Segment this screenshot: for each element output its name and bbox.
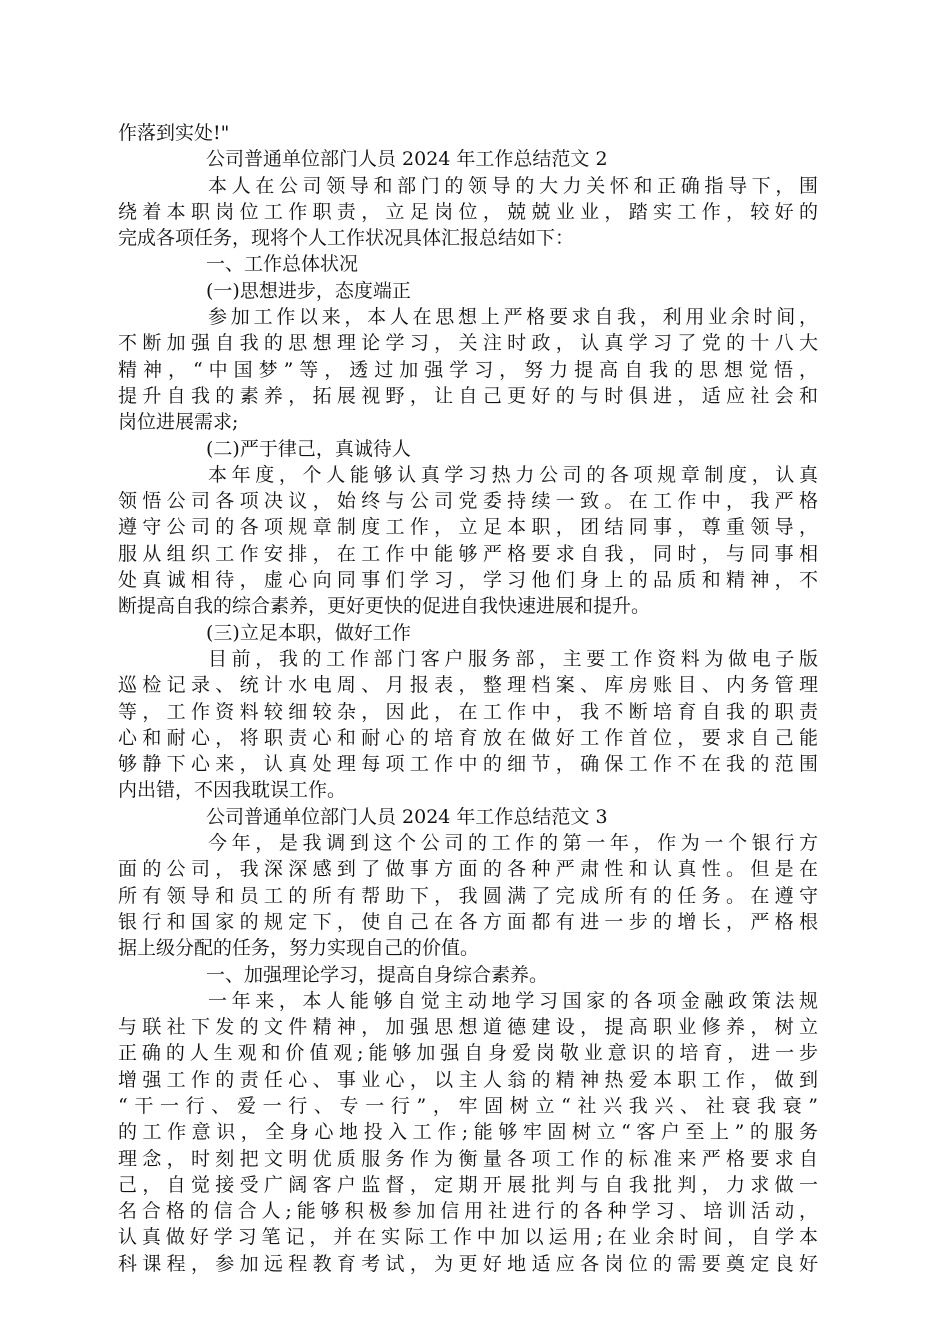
text-line: 所有领导和员工的所有帮助下，我圆满了完成所有的任务。在遵守 bbox=[118, 884, 818, 907]
text-line: 认真做好学习笔记，并在实际工作中加以运用;在业余时间，自学本 bbox=[118, 1226, 818, 1249]
text-line: 精神，“中国梦”等，透过加强学习，努力提高自我的思想觉悟， bbox=[118, 358, 818, 381]
subheading: (一)思想进步，态度端正 bbox=[206, 279, 411, 302]
text-line: 提升自我的素养，拓展视野，让自己更好的与时俱进，适应社会和 bbox=[118, 384, 818, 407]
text-line: 己，自觉接受广阔客户监督，定期开展批判与自我批判，力求做一 bbox=[118, 1173, 818, 1196]
text-line: 正确的人生观和价值观;能够加强自身爱岗敬业意识的培育，进一步 bbox=[118, 1042, 818, 1065]
paragraph-first-line: 一年来，本人能够自觉主动地学习国家的各项金融政策法规 bbox=[208, 989, 818, 1012]
text-line: 遵守公司的各项规章制度工作，立足本职，团结同事，尊重领导， bbox=[118, 516, 818, 539]
paragraph-first-line: 今年，是我调到这个公司的工作的第一年，作为一个银行方 bbox=[208, 832, 818, 855]
paragraph-first-line: 本年度，个人能够认真学习热力公司的各项规章制度，认真 bbox=[208, 463, 818, 486]
text-line: 内出错，不因我耽误工作。 bbox=[118, 779, 347, 802]
text-line: 的工作意识，全身心地投入工作;能够牢固树立“客户至上”的服务 bbox=[118, 1121, 818, 1144]
text-line: 作落到实处!" bbox=[118, 122, 230, 144]
text-line: 等，工作资料较细较杂，因此，在工作中，我不断培育自我的职责 bbox=[118, 700, 818, 723]
text-line: 不断加强自我的思想理论学习，关注时政，认真学习了党的十八大 bbox=[118, 332, 818, 355]
section-title: 公司普通单位部门人员 2024 年工作总结范文 2 bbox=[206, 148, 608, 171]
text-line: 理念，时刻把文明优质服务作为衡量各项工作的标准来严格要求自 bbox=[118, 1147, 818, 1170]
paragraph-first-line: 本人在公司领导和部门的领导的大力关怀和正确指导下，围 bbox=[208, 174, 818, 197]
document-page bbox=[118, 120, 818, 1277]
text-line: 名合格的信合人;能够积极参加信用社进行的各种学习、培训活动， bbox=[118, 1200, 818, 1223]
text-line: 科课程，参加远程教育考试，为更好地适应各岗位的需要奠定良好 bbox=[118, 1252, 818, 1275]
heading: 一、加强理论学习，提高自身综合素养。 bbox=[206, 963, 549, 986]
subheading: (三)立足本职，做好工作 bbox=[206, 621, 411, 644]
text-line: 绕着本职岗位工作职责，立足岗位，兢兢业业，踏实工作，较好的 bbox=[118, 200, 818, 223]
paragraph-first-line: 目前，我的工作部门客户服务部，主要工作资料为做电子版 bbox=[208, 647, 818, 670]
text-line: 银行和国家的规定下，使自己在各方面都有进一步的增长，严格根 bbox=[118, 910, 818, 933]
text-line: 与联社下发的文件精神，加强思想道德建设，提高职业修养，树立 bbox=[118, 1016, 818, 1039]
text-line: 服从组织工作安排，在工作中能够严格要求自我，同时，与同事相 bbox=[118, 542, 818, 565]
subheading: (二)严于律己，真诚待人 bbox=[206, 437, 411, 460]
text-line: 增强工作的责任心、事业心，以主人翁的精神热爱本职工作，做到 bbox=[118, 1068, 818, 1091]
text-line: 心和耐心，将职责心和耐心的培育放在做好工作首位，要求自己能 bbox=[118, 726, 818, 749]
section-title: 公司普通单位部门人员 2024 年工作总结范文 3 bbox=[206, 805, 608, 828]
paragraph-first-line: 参加工作以来，本人在思想上严格要求自我，利用业余时间， bbox=[208, 306, 818, 329]
text-line: 面的公司，我深深感到了做事方面的各种严肃性和认真性。但是在 bbox=[118, 858, 818, 881]
text-line: 巡检记录、统计水电周、月报表，整理档案、库房账目、内务管理 bbox=[118, 674, 818, 697]
text-line: 岗位进展需求; bbox=[118, 411, 239, 434]
text-line: 据上级分配的任务，努力实现自己的价值。 bbox=[118, 937, 480, 960]
text-line: 断提高自我的综合素养，更好更快的促进自我快速进展和提升。 bbox=[118, 595, 651, 618]
text-line: 够静下心来，认真处理每项工作中的细节，确保工作不在我的范围 bbox=[118, 753, 818, 776]
text-line: 领悟公司各项决议，始终与公司党委持续一致。在工作中，我严格 bbox=[118, 490, 818, 513]
text-line: “干一行、爱一行、专一行”，牢固树立“社兴我兴、社衰我衰” bbox=[118, 1094, 818, 1117]
text-line: 处真诚相待，虚心向同事们学习，学习他们身上的品质和精神，不 bbox=[118, 569, 818, 592]
text-line: 完成各项任务，现将个人工作状况具体汇报总结如下： bbox=[118, 227, 575, 250]
heading: 一、工作总体状况 bbox=[206, 253, 359, 276]
